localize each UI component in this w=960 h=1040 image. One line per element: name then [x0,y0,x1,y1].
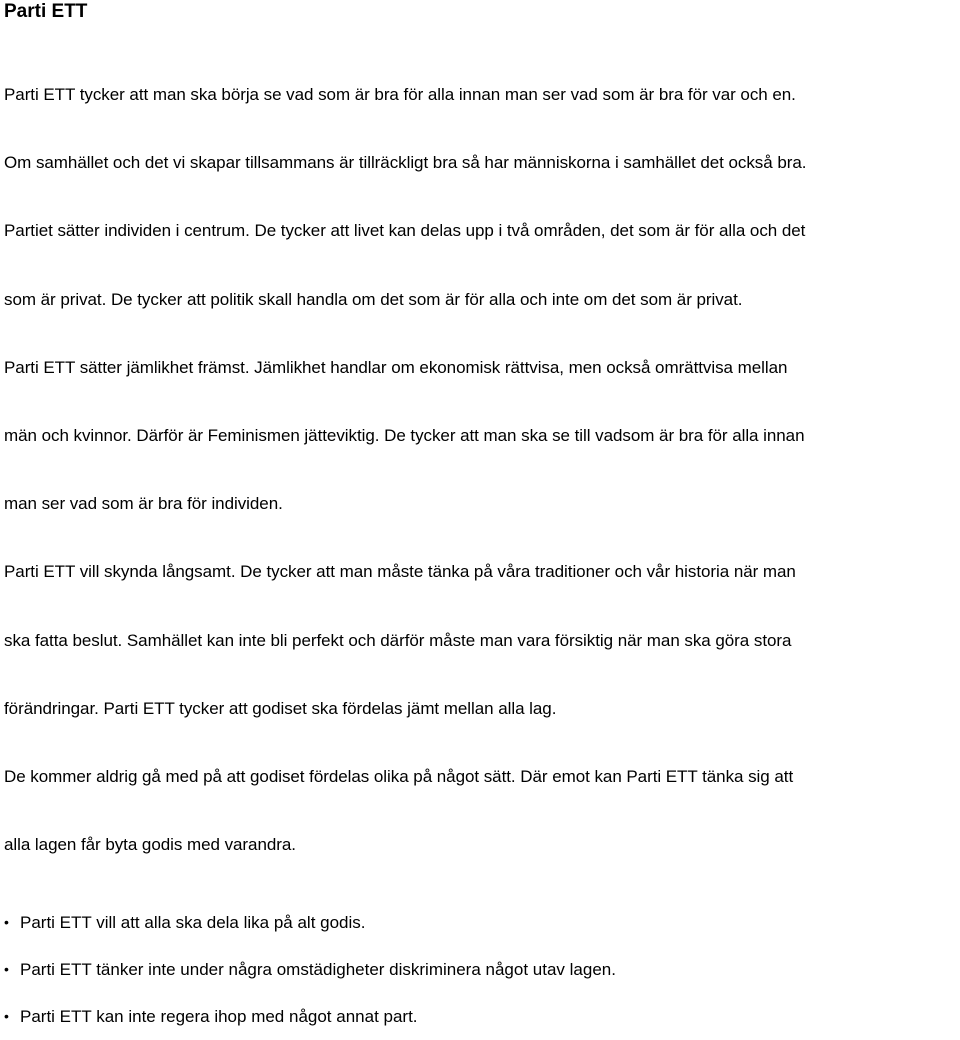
text-line: Om samhället och det vi skapar tillsammans är tillräckligt bra så har människorna i samhället det också bra. [4,153,807,173]
document-title: Parti ETT [4,1,88,22]
document [4,0,956,1040]
list-item-text: Parti ETT tänker inte under några omstädigheter diskriminera något utav lagen. [20,960,616,980]
bullet-icon: • [4,1008,9,1025]
text-line: ska fatta beslut. Samhället kan inte bli perfekt och därför måste man vara försiktig när man ska göra stora [4,630,792,650]
text-line: Partiet sätter individen i centrum. De tycker att livet kan delas upp i två områden, det som är för alla och det [4,221,806,241]
list-item [4,993,956,1040]
bullet-icon: • [4,961,9,978]
document-body [4,44,956,896]
list-item [4,946,956,993]
text-line: som är privat. De tycker att politik skall handla om det som är för alla och inte om det som är privat. [4,289,743,309]
text-line: De kommer aldrig gå med på att godiset fördelas olika på något sätt. Där emot kan Parti ETT tänka sig att [4,766,794,786]
list-item-text: Parti ETT vill att alla ska dela lika på alt godis. [20,913,366,933]
text-line: man ser vad som är bra för individen. [4,494,283,514]
list-item-text: Parti ETT kan inte regera ihop med något annat part. [20,1007,418,1027]
text-line: förändringar. Parti ETT tycker att godiset ska fördelas jämt mellan alla lag. [4,698,557,718]
text-line: alla lagen får byta godis med varandra. [4,835,296,855]
bullet-icon: • [4,914,9,931]
text-line: Parti ETT vill skynda långsamt. De tycker att man måste tänka på våra traditioner och vår historia när man [4,562,796,582]
text-line: Parti ETT tycker att man ska börja se vad som är bra för alla innan man ser vad som är bra för var och en. [4,85,796,105]
text-line: män och kvinnor. Därför är Feminismen jätteviktig. De tycker att man ska se till vadsom är bra för alla innan [4,426,805,446]
text-line: Parti ETT sätter jämlikhet främst. Jämlikhet handlar om ekonomisk rättvisa, men också omrättvisa mellan [4,357,788,377]
list-item [4,899,956,946]
bullet-list [4,899,956,1040]
